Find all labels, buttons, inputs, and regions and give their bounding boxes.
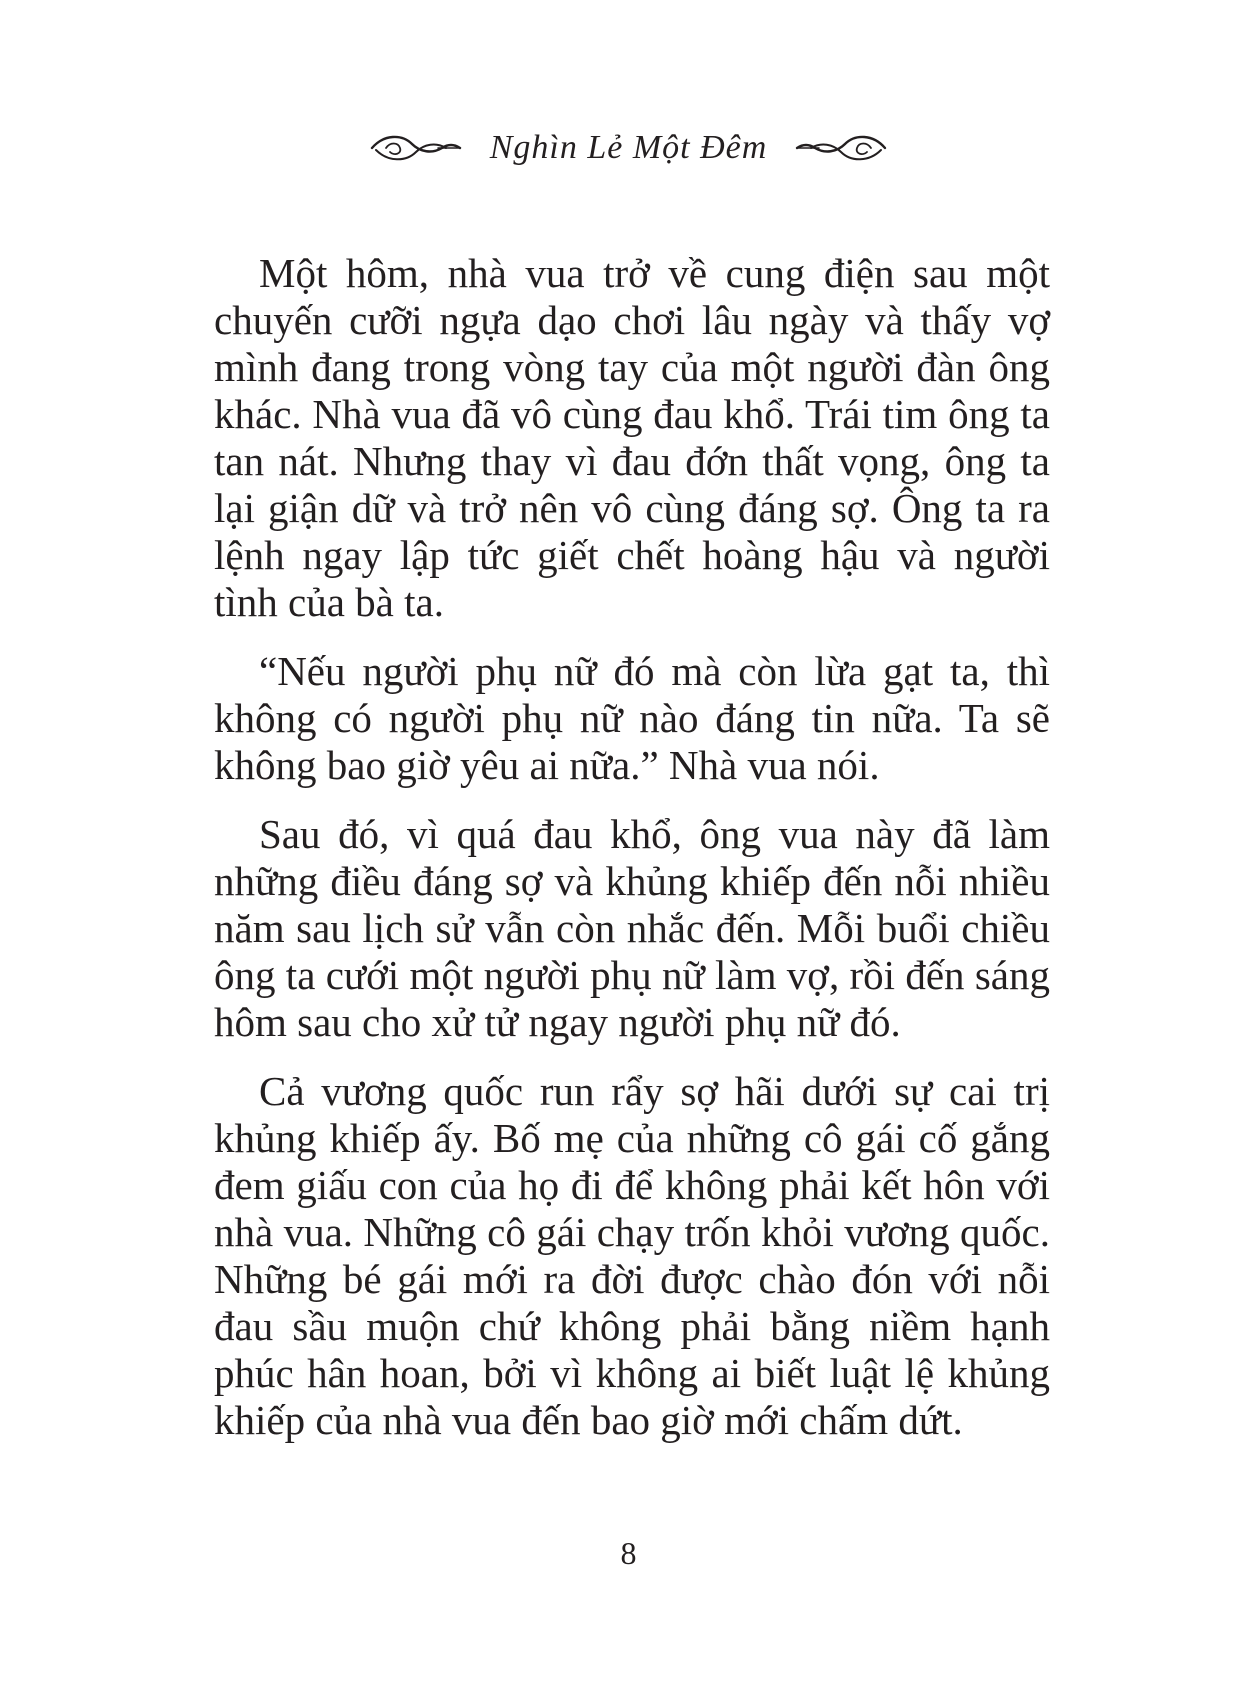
page-number: 8: [620, 1535, 637, 1571]
paragraph: Sau đó, vì quá đau khổ, ông vua này đã làm những điều đáng sợ và khủng khiếp đến nỗi nhiều năm sau lịch sử vẫn còn nhắc đến. Mỗi buổi chiều ông ta cưới một người phụ nữ làm vợ, rồi đến sáng hôm sau cho xử tử ngay người phụ nữ đó.: [214, 811, 1050, 1045]
body-text: [214, 250, 1050, 1466]
paragraph: Một hôm, nhà vua trở về cung điện sau một chuyến cưỡi ngựa dạo chơi lâu ngày và thấy vợ mình đang trong vòng tay của một người đàn ông khác. Nhà vua đã vô cùng đau khổ. Trái tim ông ta tan nát. Nhưng thay vì đau đớn thất vọng, ông ta lại giận dữ và trở nên vô cùng đáng sợ. Ông ta ra lệnh ngay lập tức giết chết hoàng hậu và người tình của bà ta.: [214, 250, 1050, 625]
paragraph: Cả vương quốc run rẩy sợ hãi dưới sự cai trị khủng khiếp ấy. Bố mẹ của những cô gái cố gắng đem giấu con của họ đi để không phải kết hôn với nhà vua. Những cô gái chạy trốn khỏi vương quốc. Những bé gái mới ra đời được chào đón với nỗi đau sầu muộn chứ không phải bằng niềm hạnh phúc hân hoan, bởi vì không ai biết luật lệ khủng khiếp của nhà vua đến bao giờ mới chấm dứt.: [214, 1068, 1050, 1443]
running-header: [0, 118, 1257, 178]
flourish-ornament-icon: [793, 128, 889, 168]
flourish-ornament-icon: [368, 128, 464, 168]
paragraph: “Nếu người phụ nữ đó mà còn lừa gạt ta, thì không có người phụ nữ nào đáng tin nữa. Ta sẽ không bao giờ yêu ai nữa.” Nhà vua nói.: [214, 648, 1050, 788]
header-title: Nghìn Lẻ Một Đêm: [489, 129, 768, 166]
